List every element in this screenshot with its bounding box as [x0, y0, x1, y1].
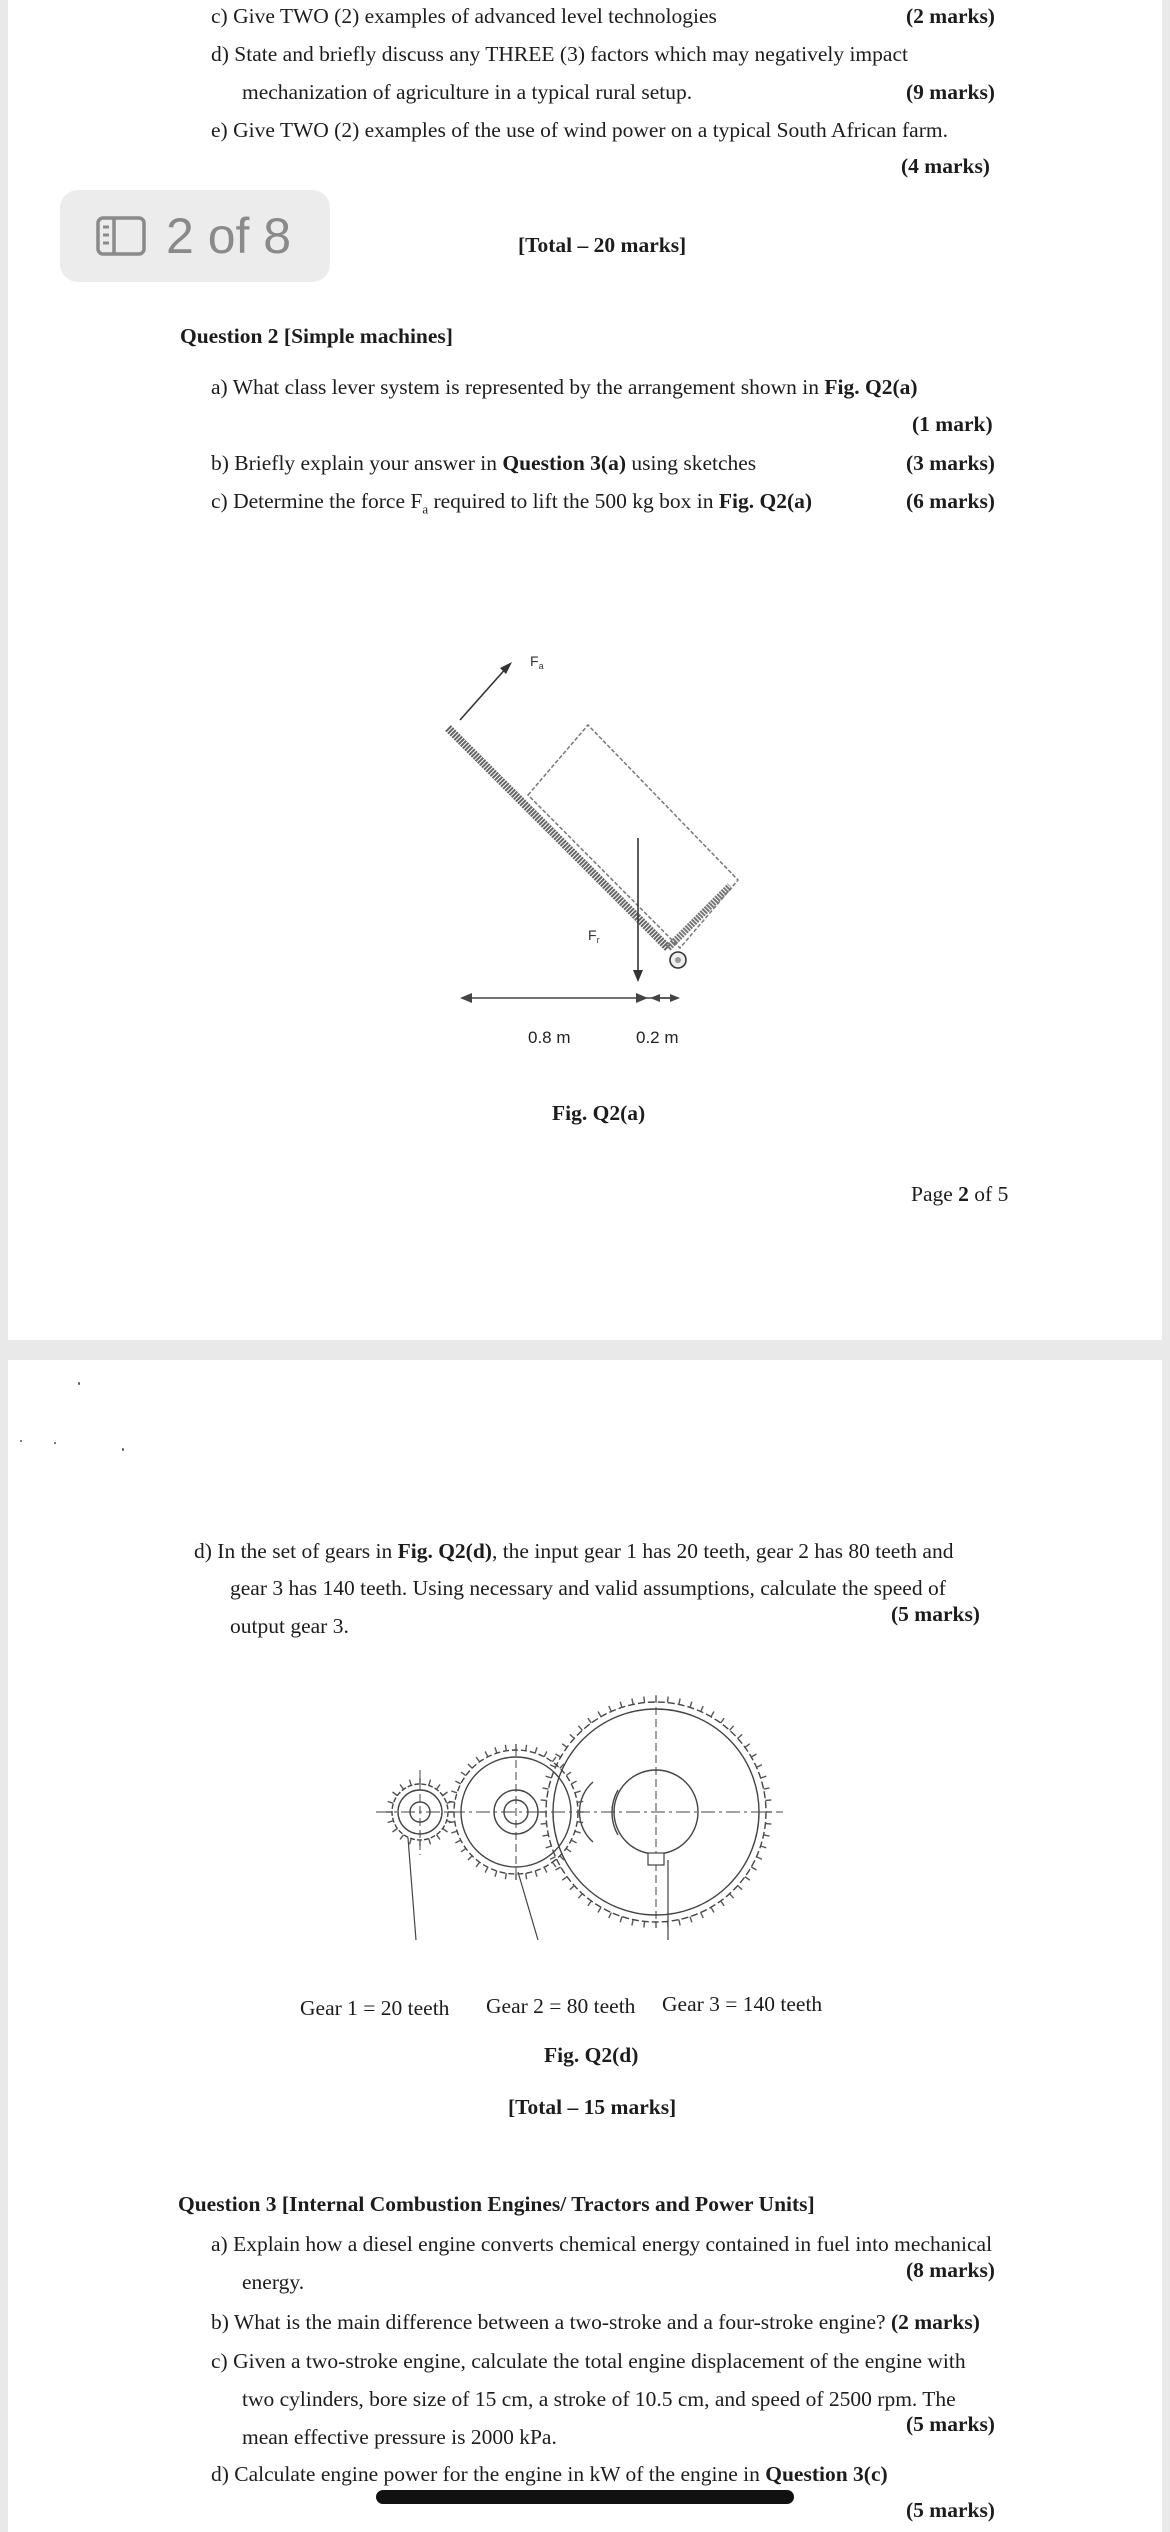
- gear-2-label: Gear 2 = 80 teeth: [486, 1994, 636, 2018]
- q2-heading: Question 2 [Simple machines]: [180, 324, 453, 348]
- q1-d-text: d) State and briefly discuss any THREE (3) factors which may negatively impact: [211, 42, 908, 66]
- q2-d-line-3: output gear 3.: [230, 1614, 349, 1638]
- dim-right-label: 0.2 m: [636, 1028, 679, 1047]
- q2-b-text: b) Briefly explain your answer in Question 3(a) using sketches: [211, 451, 757, 475]
- q1-total: [Total – 20 marks]: [518, 233, 687, 257]
- q3-c-line-2: two cylinders, bore size of 15 cm, a stroke of 10.5 cm, and speed of 2500 rpm. The: [242, 2387, 956, 2411]
- q1-d-marks: (9 marks): [906, 80, 995, 104]
- gear-3-label: Gear 3 = 140 teeth: [662, 1992, 823, 2016]
- page-label: Page 2 of 5: [911, 1182, 1009, 1206]
- fr-arrowhead: [633, 970, 643, 982]
- q1-c-marks: (2 marks): [906, 4, 995, 28]
- fa-label: $F_a$: [530, 653, 544, 671]
- page-counter-text: 2 of 8: [166, 208, 292, 264]
- q3-b-text: b) What is the main difference between a two-stroke and a four-stroke engine? (2 marks): [211, 2310, 980, 2334]
- q2-b-marks: (3 marks): [906, 451, 995, 475]
- q2-a-marks: (1 mark): [912, 412, 993, 436]
- gear-1-label: Gear 1 = 20 teeth: [300, 1996, 450, 2020]
- fig-q2d-caption: Fig. Q2(d): [544, 2043, 639, 2067]
- fa-arrow: [460, 666, 508, 720]
- fr-label: $F_r$: [588, 927, 600, 945]
- q1-e-marks: (4 marks): [901, 154, 990, 178]
- sidebar-icon: [96, 216, 146, 256]
- dim-left-label: 0.8 m: [528, 1028, 571, 1047]
- gear-figure: [368, 1690, 808, 1940]
- q1-e-text: e) Give TWO (2) examples of the use of wind power on a typical South African farm.: [211, 118, 948, 142]
- q2-c-text: c) Determine the force $F_a$ required to lift the 500 kg box in Fig. Q2(a): [211, 489, 813, 517]
- q3-a-line-1: a) Explain how a diesel engine converts chemical energy contained in fuel into mechanical: [211, 2232, 993, 2256]
- q3-d-marks: (5 marks): [906, 2498, 995, 2522]
- page-counter-badge[interactable]: [60, 190, 330, 282]
- home-indicator[interactable]: [376, 2490, 794, 2504]
- q2-a-text: a) What class lever system is represented by the arrangement shown in Fig. Q2(a): [211, 375, 918, 399]
- q2-c-marks: (6 marks): [906, 489, 995, 513]
- q3-c-line-3: mean effective pressure is 2000 kPa.: [242, 2425, 557, 2449]
- q3-c-marks: (5 marks): [906, 2412, 995, 2436]
- q2-d-marks: (5 marks): [891, 1602, 980, 1626]
- q3-c-line-1: c) Given a two-stroke engine, calculate the total engine displacement of the engine with: [211, 2349, 966, 2373]
- q3-heading: Question 3 [Internal Combustion Engines/ Tractors and Power Units]: [178, 2192, 815, 2216]
- q3-d-text: d) Calculate engine power for the engine in kW of the engine in Question 3(c): [211, 2462, 888, 2486]
- q3-a-marks: (8 marks): [906, 2258, 995, 2282]
- q2-d-line-2: gear 3 has 140 teeth. Using necessary and valid assumptions, calculate the speed of: [230, 1576, 946, 1600]
- q2-total: [Total – 15 marks]: [508, 2095, 677, 2119]
- fig-q2a-caption: Fig. Q2(a): [552, 1101, 646, 1125]
- q1-c-text: c) Give TWO (2) examples of advanced level technologies: [211, 4, 717, 28]
- document-page-2: [8, 1360, 1162, 2532]
- q3-a-line-2: energy.: [242, 2270, 305, 2294]
- lever-bar-short: [668, 886, 730, 948]
- q2-d-line-1: d) In the set of gears in Fig. Q2(d), the input gear 1 has 20 teeth, gear 2 has 80 teeth and: [194, 1539, 954, 1563]
- q1-d-text-cont: mechanization of agriculture in a typical rural setup.: [242, 80, 693, 104]
